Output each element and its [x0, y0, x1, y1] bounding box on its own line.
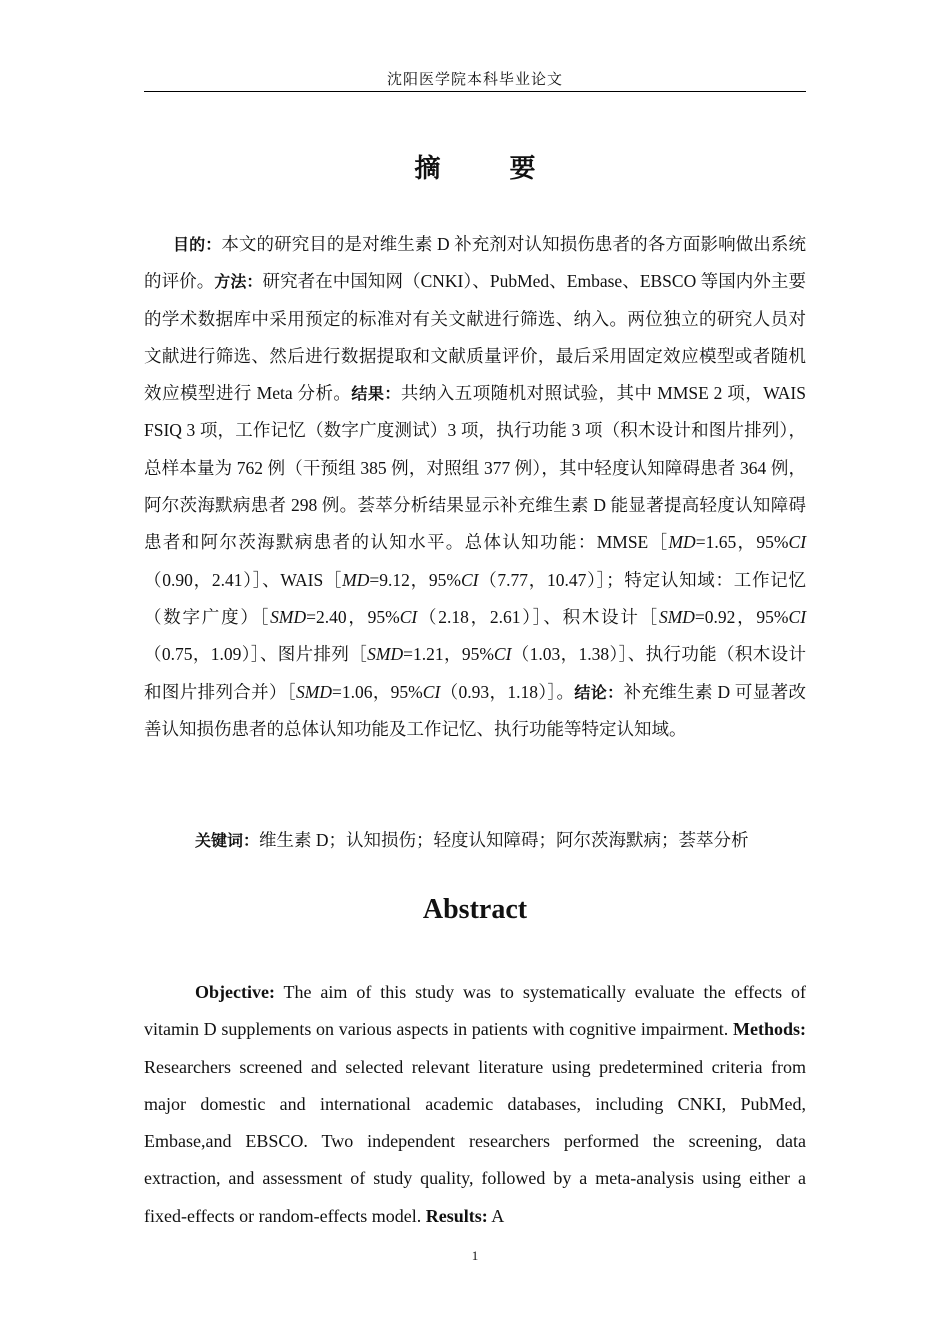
- digit-span-ci-value: （2.18，2.61）］、积木设计［: [417, 606, 659, 627]
- chinese-abstract-title: 摘 要: [414, 154, 566, 184]
- objective-text-en: The aim of this study was to systematically evaluate the effects of vitamin D supplements on various aspects in patients with cognitive impairment.: [144, 982, 806, 1040]
- md-symbol: MD: [668, 532, 696, 553]
- executive-function-smd-value: =1.06，95%: [331, 681, 423, 702]
- ci-symbol: CI: [460, 569, 479, 590]
- ci-symbol: CI: [399, 606, 418, 627]
- english-abstract-body: [144, 974, 806, 1235]
- running-header: 沈阳医学院本科毕业论文: [386, 72, 563, 88]
- english-abstract-paragraph: [144, 974, 806, 1235]
- results-label-en: Results:: [425, 1205, 488, 1226]
- english-abstract-title: Abstract: [422, 894, 528, 925]
- ci-symbol: CI: [422, 681, 441, 702]
- header-rule: [144, 91, 806, 92]
- conclusion-label-zh: 结论：: [574, 682, 624, 702]
- mmse-md-value: =1.65，95%: [695, 532, 789, 553]
- methods-label-en: Methods:: [733, 1019, 806, 1040]
- md-symbol: MD: [342, 569, 370, 590]
- wais-md-value: =9.12，95%: [369, 569, 461, 590]
- objective-label-zh: 目的：: [173, 235, 222, 254]
- methods-label-zh: 方法：: [214, 272, 263, 292]
- ci-symbol: CI: [493, 644, 512, 665]
- methods-text-zh: 研究者在中国知网（CNKI）、PubMed、Embase、EBSCO 等国内外主要的学术数据库中采用预定的标准对有关文献进行筛选、纳入。两位独立的研究人员对文献进行筛选、然后进行数据提取和文献质量评价，最后采用固定效应模型或者随机效应模型进行 Meta 分析。: [144, 271, 807, 404]
- chinese-abstract-paragraph: [144, 226, 806, 748]
- wais-ci-value: （7.77，10.47）］；特定认知域：工作记忆（数字广度）［: [144, 569, 807, 627]
- block-design-ci-value: （0.75，1.09）］、图片排列［: [144, 644, 368, 665]
- objective-label-en: Objective:: [195, 982, 275, 1002]
- smd-symbol: SMD: [296, 681, 332, 702]
- keywords-label: 关键词：: [195, 831, 260, 850]
- results-label-zh: 结果：: [351, 384, 401, 404]
- chinese-abstract-body: [144, 226, 806, 748]
- ci-symbol: CI: [788, 606, 807, 627]
- smd-symbol: SMD: [270, 606, 307, 627]
- keywords-text: 维生素 D；认知损伤；轻度认知障碍；阿尔茨海默病；荟萃分析: [259, 830, 749, 850]
- objective-text-zh: 本文的研究目的是对维生素 D 补充剂对认知损伤患者的各方面影响做出系统的评价。: [144, 234, 806, 292]
- smd-symbol: SMD: [367, 644, 404, 665]
- keywords-line: [195, 824, 815, 857]
- digit-span-smd-value: =2.40，95%: [306, 606, 400, 627]
- picture-arrangement-ci-value: （1.03，1.38）］、执行功能（积木设计和图片排列合并）［: [144, 644, 807, 702]
- results-text-zh: 共纳入五项随机对照试验，其中 MMSE 2 项，WAIS FSIQ 3 项，工作记忆（数字广度测试）3 项，执行功能 3 项（积木设计和图片排列），总样本量为 762 例（干预组 385 例，对照组 377 例），其中轻度认知障碍患者 364 例，阿尔茨海默病患者 298 例。荟萃分析结果显示补充维生素 D 能显著提高轻度认知障碍患者和阿尔茨海默病患者的认知水平。总体认知功能：MMSE［: [144, 383, 806, 553]
- picture-arrangement-smd-value: =1.21，95%: [403, 644, 494, 665]
- conclusion-text-zh: 补充维生素 D 可显著改善认知损伤患者的总体认知功能及工作记忆、执行功能等特定认知域。: [144, 681, 806, 739]
- mmse-ci-value: （0.90，2.41）］、WAIS［: [144, 569, 343, 590]
- methods-text-en: Researchers screened and selected relevant literature using predetermined criteria from major domestic and international academic databases, including CNKI, PubMed, Embase,and EBSCO. Two independent researchers performed the screening, data extraction, and assessment of study quality, followed by a meta-analysis using either a fixed-effects or random-effects model.: [144, 1056, 806, 1226]
- page-number: 1: [471, 1248, 479, 1263]
- smd-symbol: SMD: [658, 606, 695, 627]
- executive-function-ci-value: （0.93，1.18）］。: [440, 681, 575, 702]
- results-text-en: A: [487, 1205, 505, 1226]
- ci-symbol: CI: [788, 532, 807, 553]
- block-design-smd-value: =0.92，95%: [694, 606, 789, 627]
